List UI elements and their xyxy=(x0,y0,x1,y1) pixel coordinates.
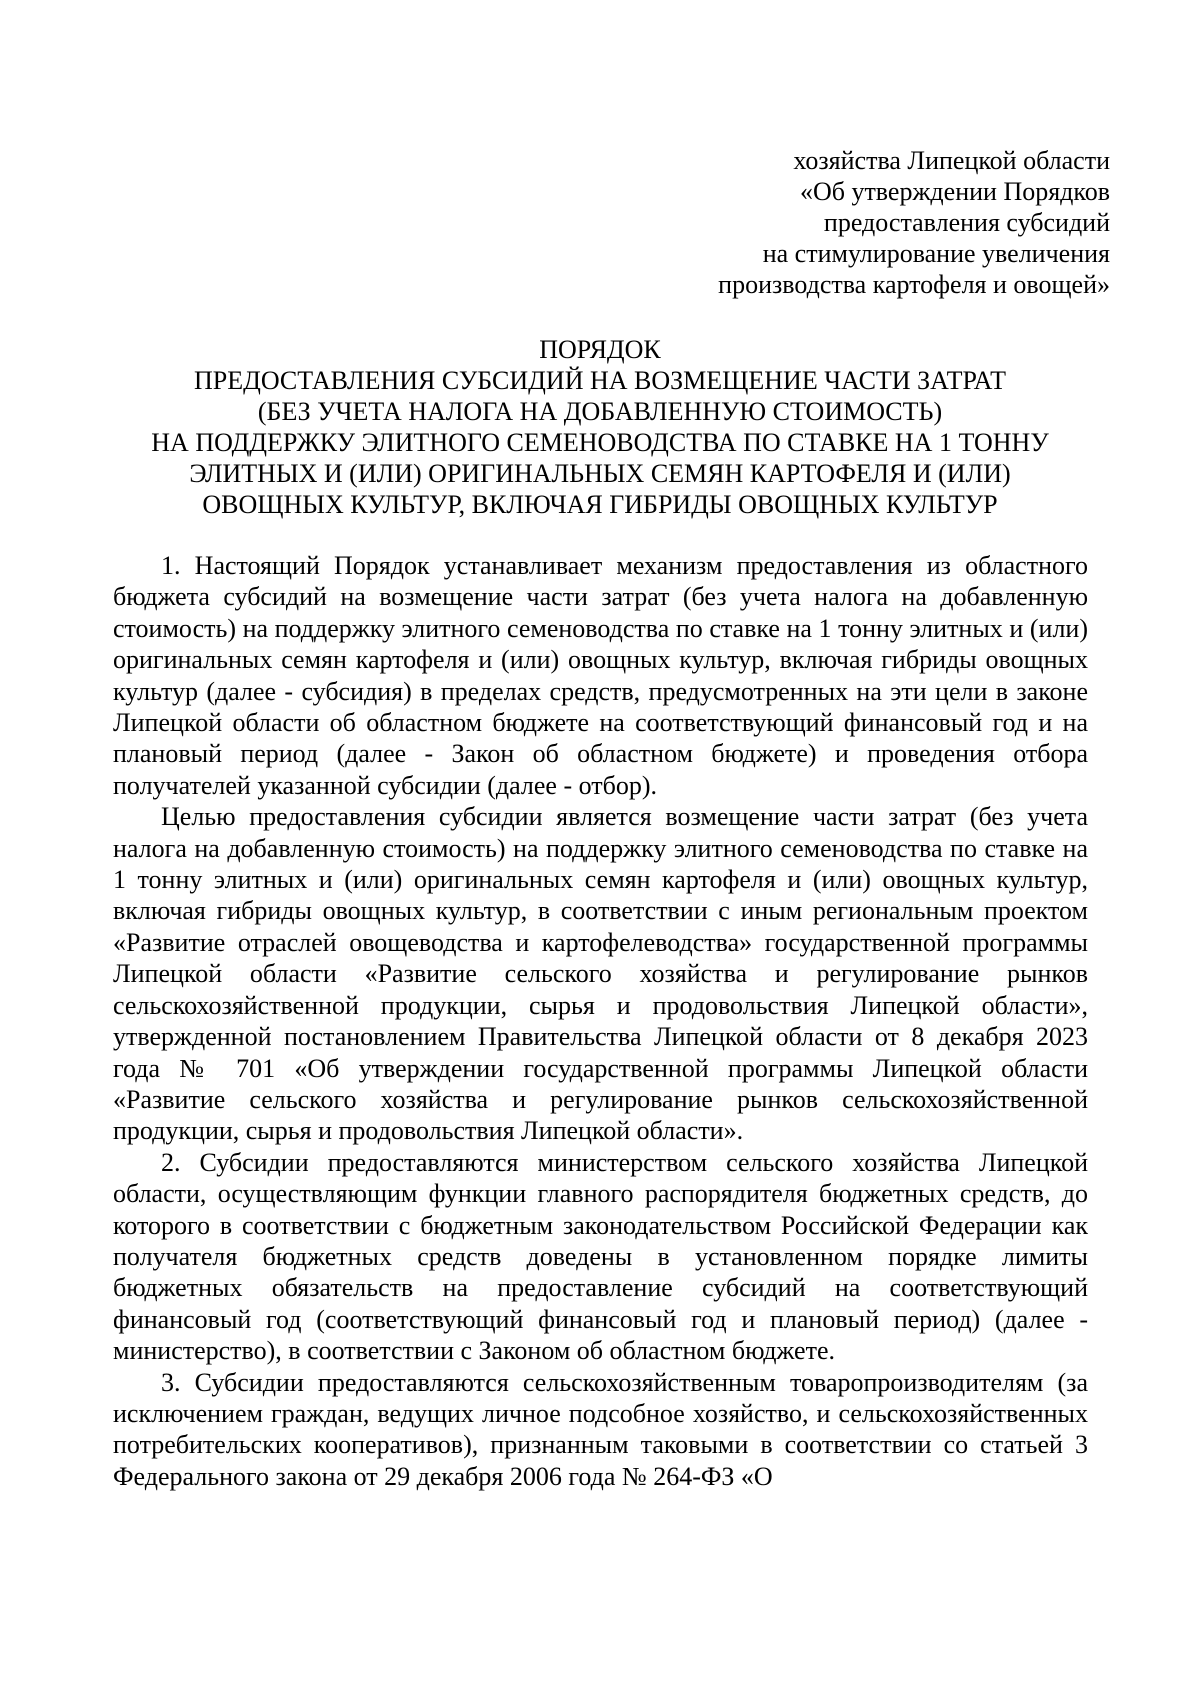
approval-header xyxy=(550,145,1110,300)
header-line: на стимулирование увеличения xyxy=(762,239,1110,268)
paragraph: 1. Настоящий Порядок устанавливает механизм предоставления из областного бюджета субсидий на возмещение части затрат (без учета налога на добавленную стоимость) на поддержку элитного семеноводства по ставке на 1 тонну элитных и (или) оригинальных семян картофеля и (или) овощных культур, включая гибриды овощных культур (далее - субсидия) в пределах средств, предусмотренных на эти цели в законе Липецкой области об областном бюджете на соответствующий финансовый год и на плановый период (далее - Закон об областном бюджете) и проведения отбора получателей указанной субсидии (далее - отбор). xyxy=(113,551,1088,800)
header-line: производства картофеля и овощей» xyxy=(718,270,1110,299)
document-body xyxy=(113,550,1088,1492)
title-line: ОВОЩНЫХ КУЛЬТУР, ВКЛЮЧАЯ ГИБРИДЫ ОВОЩНЫХ КУЛЬТУР xyxy=(202,490,998,519)
title-line: ЭЛИТНЫХ И (ИЛИ) ОРИГИНАЛЬНЫХ СЕМЯН КАРТОФЕЛЯ И (ИЛИ) xyxy=(189,459,1011,488)
title-line: НА ПОДДЕРЖКУ ЭЛИТНОГО СЕМЕНОВОДСТВА ПО СТАВКЕ НА 1 ТОННУ xyxy=(151,428,1049,457)
title-line: ПОРЯДОК xyxy=(539,335,661,364)
header-line: «Об утверждении Порядков xyxy=(799,177,1110,206)
paragraph: 2. Субсидии предоставляются министерством сельского хозяйства Липецкой области, осуществляющим функции главного распорядителя бюджетных средств, до которого в соответствии с бюджетным законодательством Российской Федерации как получателя бюджетных средств доведены в установленном порядке лимиты бюджетных обязательств на предоставление субсидий на соответствующий финансовый год (соответствующий финансовый год и плановый период) (далее - министерство), в соответствии с Законом об областном бюджете. xyxy=(113,1147,1088,1366)
title-line: (БЕЗ УЧЕТА НАЛОГА НА ДОБАВЛЕННУЮ СТОИМОСТЬ) xyxy=(257,397,943,426)
paragraph: 3. Субсидии предоставляются сельскохозяйственным товаропроизводителям (за исключением граждан, ведущих личное подсобное хозяйство, и сельскохозяйственных потребительских кооперативов), признанным таковыми в соответствии со статьей 3 Федерального закона от 29 декабря 2006 года № 264-ФЗ «О xyxy=(113,1367,1088,1491)
header-line: хозяйства Липецкой области xyxy=(793,146,1110,175)
paragraph: Целью предоставления субсидии является возмещение части затрат (без учета налога на добавленную стоимость) на поддержку элитного семеноводства по ставке на 1 тонну элитных и (или) оригинальных семян картофеля и (или) овощных культур, включая гибриды овощных культур, в соответствии с иным региональным проектом «Развитие отраслей овощеводства и картофелеводства» государственной программы Липецкой области «Развитие сельского хозяйства и регулирование рынков сельскохозяйственной продукции, сырья и продовольствия Липецкой области», утвержденной постановлением Правительства Липецкой области от 8 декабря 2023 года № 701 «Об утверждении государственной программы Липецкой области «Развитие сельского хозяйства и регулирование рынков сельскохозяйственной продукции, сырья и продовольствия Липецкой области». xyxy=(113,802,1088,1146)
header-line: предоставления субсидий xyxy=(823,208,1110,237)
title-line: ПРЕДОСТАВЛЕНИЯ СУБСИДИЙ НА ВОЗМЕЩЕНИЕ ЧАСТИ ЗАТРАТ xyxy=(193,366,1006,395)
document-title xyxy=(110,334,1090,520)
